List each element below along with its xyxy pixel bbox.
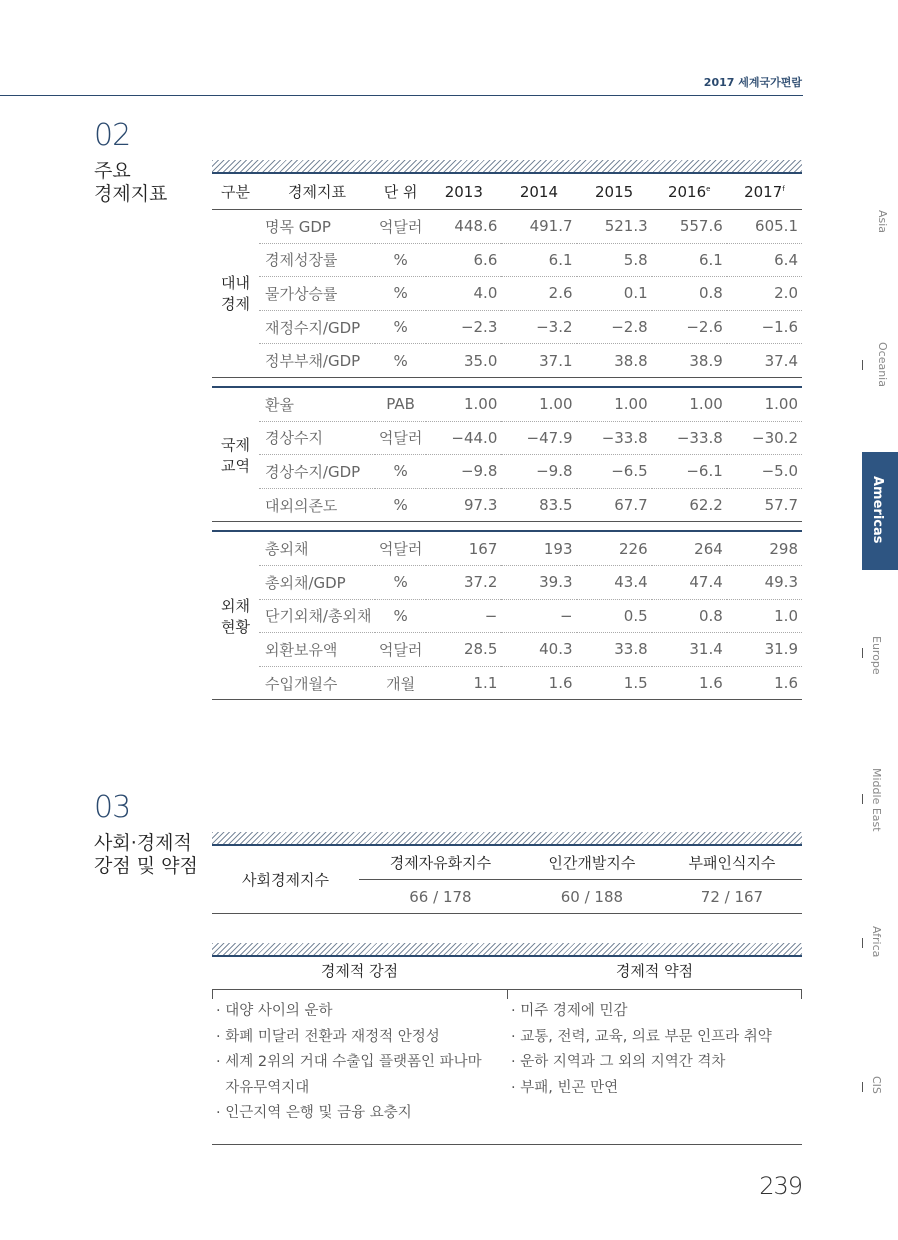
unit-cell: 억달러 [375, 633, 426, 667]
value-cell: 62.2 [652, 488, 727, 522]
table-row [212, 243, 802, 277]
unit-cell: % [375, 277, 426, 311]
col-header-unit: 단 위 [375, 174, 426, 210]
section-title-03 [94, 832, 198, 878]
side-tab-europe[interactable]: Europe [870, 636, 883, 675]
value-cell: 6.6 [426, 243, 501, 277]
value-cell: 557.6 [652, 210, 727, 244]
index-header-row [212, 846, 802, 880]
value-cell: −33.8 [577, 421, 652, 455]
value-cell: −47.9 [501, 421, 576, 455]
col-header-2014: 2014 [501, 174, 576, 210]
group-separator [212, 522, 802, 532]
weakness-item: · 교통, 전력, 교육, 의료 부문 인프라 취약 [511, 1028, 772, 1045]
indicator-cell: 외환보유액 [259, 633, 375, 667]
index-row-header: 사회경제지수 [212, 846, 359, 914]
value-cell: 0.8 [652, 599, 727, 633]
strength-item: · 대양 사이의 운하 [216, 1003, 333, 1019]
value-cell: 37.4 [727, 344, 802, 378]
table-row [212, 421, 802, 455]
table-row [212, 531, 802, 565]
value-cell: 97.3 [426, 488, 501, 522]
value-cell: 57.7 [727, 488, 802, 522]
value-cell: 2.0 [727, 277, 802, 311]
value-cell: −2.3 [426, 310, 501, 344]
value-cell: 6.1 [501, 243, 576, 277]
value-cell: 33.8 [577, 633, 652, 667]
value-cell: 83.5 [501, 488, 576, 522]
col-header-indicator: 경제지표 [259, 174, 375, 210]
value-cell: 49.3 [727, 565, 802, 599]
section-title-02 [94, 160, 167, 206]
value-cell: 2.6 [501, 277, 576, 311]
header-rule [0, 95, 803, 96]
unit-cell: 억달러 [375, 421, 426, 455]
value-cell: 6.1 [652, 243, 727, 277]
side-tab-africa[interactable]: Africa [870, 926, 883, 958]
unit-cell: % [375, 455, 426, 489]
col-header-category: 구분 [212, 174, 259, 210]
group-label-line1: 대내 [220, 274, 250, 293]
indicator-cell: 경상수지 [259, 421, 375, 455]
value-cell: 0.1 [577, 277, 652, 311]
value-cell: 37.2 [426, 565, 501, 599]
value-cell: 1.00 [577, 387, 652, 421]
value-cell: − [501, 599, 576, 633]
unit-cell: 개월 [375, 666, 426, 700]
indicator-cell: 단기외채/총외채 [259, 599, 375, 633]
unit-cell: % [375, 243, 426, 277]
value-cell: 28.5 [426, 633, 501, 667]
sup-estimate: e [706, 184, 711, 193]
side-tick-africa [862, 938, 863, 948]
value-cell: −6.1 [652, 455, 727, 489]
value-cell: −9.8 [426, 455, 501, 489]
group-label [212, 531, 259, 699]
value-cell: −1.6 [727, 310, 802, 344]
group-label [212, 210, 259, 378]
group-label [212, 387, 259, 522]
index-col-corruption: 부패인식지수 [662, 846, 802, 880]
table-row [212, 210, 802, 244]
table-row [212, 455, 802, 489]
indicator-cell: 정부부채/GDP [259, 344, 375, 378]
value-cell: −2.8 [577, 310, 652, 344]
page-number: 239 [759, 1172, 802, 1200]
section-title-02-line1: 주요 [94, 160, 131, 182]
unit-cell: % [375, 565, 426, 599]
indicator-cell: 대외의존도 [259, 488, 375, 522]
value-cell: −44.0 [426, 421, 501, 455]
section-title-03-line2: 강점 및 약점 [94, 855, 198, 877]
weaknesses-list [507, 999, 802, 1101]
weaknesses-header: 경제적 약점 [615, 962, 694, 980]
indicator-cell: 재정수지/GDP [259, 310, 375, 344]
value-cell: 491.7 [501, 210, 576, 244]
value-cell: 193 [501, 531, 576, 565]
group-label-line2: 교역 [220, 456, 250, 475]
side-tick-middle-east [862, 794, 863, 804]
value-cell: 1.00 [652, 387, 727, 421]
section-number-03: 03 [94, 790, 131, 825]
table-row [212, 599, 802, 633]
strength-item: · 세계 2위의 거대 수출입 플랫폼인 파나마 [216, 1054, 482, 1071]
col-header-2013: 2013 [426, 174, 501, 210]
unit-cell: % [375, 488, 426, 522]
value-cell: 37.1 [501, 344, 576, 378]
unit-cell: % [375, 310, 426, 344]
year-2016: 2016 [667, 182, 707, 201]
col-header-2015: 2015 [577, 174, 652, 210]
index-value-economic-freedom: 66 / 178 [359, 880, 522, 914]
value-cell: 448.6 [426, 210, 501, 244]
table-row [212, 344, 802, 378]
side-tick-cis [862, 1082, 863, 1092]
weakness-item: · 부패, 빈곤 만연 [511, 1079, 619, 1096]
economic-indicators-table [212, 174, 802, 700]
value-cell: −33.8 [652, 421, 727, 455]
value-cell: 1.6 [727, 666, 802, 700]
value-cell: 35.0 [426, 344, 501, 378]
index-hatch-bar [212, 832, 802, 846]
group-separator [212, 377, 802, 387]
strength-item: · 화폐 미달러 전환과 재정적 안정성 [216, 1028, 440, 1045]
col-header-2016 [652, 174, 727, 210]
group-label-line2: 경제 [220, 295, 250, 314]
unit-cell: % [375, 344, 426, 378]
group-separator-cell [212, 522, 802, 532]
side-tab-asia[interactable]: Asia [876, 210, 889, 234]
indicator-cell: 물가상승률 [259, 277, 375, 311]
value-cell: 167 [426, 531, 501, 565]
unit-cell: % [375, 599, 426, 633]
value-cell: 226 [577, 531, 652, 565]
group-label-line1: 국제 [220, 435, 250, 454]
strengths-header: 경제적 강점 [320, 962, 399, 980]
unit-cell: 억달러 [375, 531, 426, 565]
side-tab-middle-east[interactable]: Middle East [870, 768, 883, 832]
unit-cell: 억달러 [375, 210, 426, 244]
weakness-item: · 운하 지역과 그 외의 지역간 격차 [511, 1054, 726, 1071]
indicator-cell: 총외채 [259, 531, 375, 565]
value-cell: −3.2 [501, 310, 576, 344]
value-cell: − [426, 599, 501, 633]
value-cell: −9.8 [501, 455, 576, 489]
value-cell: 38.9 [652, 344, 727, 378]
indicator-cell: 수입개월수 [259, 666, 375, 700]
side-tick-oceania [862, 360, 863, 370]
section-title-02-line2: 경제지표 [94, 183, 168, 205]
strength-item: 자유무역지대 [216, 1079, 310, 1096]
value-cell: 1.5 [577, 666, 652, 700]
year-2017: 2017 [744, 182, 783, 201]
value-cell: 43.4 [577, 565, 652, 599]
unit-cell: PAB [375, 387, 426, 421]
sw-tick-mid [507, 989, 508, 999]
table-row [212, 310, 802, 344]
index-col-human-development: 인간개발지수 [522, 846, 662, 880]
table-row [212, 277, 802, 311]
group-label-line2: 현황 [220, 617, 250, 636]
value-cell: −6.5 [577, 455, 652, 489]
index-value-human-development: 60 / 188 [522, 880, 662, 914]
value-cell: 605.1 [727, 210, 802, 244]
value-cell: 0.5 [577, 599, 652, 633]
section-number-02: 02 [94, 118, 131, 153]
indicator-cell: 경상수지/GDP [259, 455, 375, 489]
weakness-item: · 미주 경제에 민감 [511, 1003, 628, 1019]
group-separator-cell [212, 377, 802, 387]
sw-tick-right [801, 989, 802, 999]
strength-item: · 인근지역 은행 및 금융 요충지 [216, 1105, 412, 1122]
sw-bottom-rule [212, 1144, 802, 1145]
value-cell: 1.00 [426, 387, 501, 421]
value-cell: 38.8 [577, 344, 652, 378]
value-cell: 31.4 [652, 633, 727, 667]
value-cell: 1.6 [652, 666, 727, 700]
value-cell: 521.3 [577, 210, 652, 244]
table-row [212, 633, 802, 667]
value-cell: 1.0 [727, 599, 802, 633]
index-col-economic-freedom: 경제자유화지수 [359, 846, 522, 880]
value-cell: 31.9 [727, 633, 802, 667]
side-tab-cis[interactable]: CIS [870, 1076, 883, 1094]
strengths-list [212, 999, 504, 1127]
value-cell: 1.00 [501, 387, 576, 421]
value-cell: 40.3 [501, 633, 576, 667]
index-value-corruption: 72 / 167 [662, 880, 802, 914]
running-header: 2017 세계국가편람 [703, 76, 802, 89]
value-cell: 1.1 [426, 666, 501, 700]
value-cell: −2.6 [652, 310, 727, 344]
table-header-row [212, 174, 802, 210]
side-tab-americas-active[interactable] [862, 452, 898, 570]
indicator-cell: 명목 GDP [259, 210, 375, 244]
col-header-2017 [727, 174, 802, 210]
value-cell: 6.4 [727, 243, 802, 277]
indicator-cell: 환율 [259, 387, 375, 421]
value-cell: 298 [727, 531, 802, 565]
value-cell: 67.7 [577, 488, 652, 522]
side-tick-europe [862, 648, 863, 658]
value-cell: 4.0 [426, 277, 501, 311]
group-label-line1: 외채 [220, 596, 250, 615]
value-cell: −30.2 [727, 421, 802, 455]
sw-tick-left [212, 989, 213, 999]
section-title-03-line1: 사회·경제적 [94, 832, 192, 854]
table-hatch-bar [212, 160, 802, 174]
value-cell: −5.0 [727, 455, 802, 489]
table-row [212, 666, 802, 700]
side-tab-americas-label: Americas [870, 476, 885, 544]
value-cell: 1.6 [501, 666, 576, 700]
value-cell: 264 [652, 531, 727, 565]
table-row [212, 488, 802, 522]
value-cell: 39.3 [501, 565, 576, 599]
value-cell: 0.8 [652, 277, 727, 311]
sup-forecast: f [782, 184, 785, 193]
value-cell: 47.4 [652, 565, 727, 599]
table-row [212, 565, 802, 599]
indicator-cell: 총외채/GDP [259, 565, 375, 599]
table-row [212, 387, 802, 421]
side-tab-oceania[interactable]: Oceania [876, 342, 889, 387]
indicator-cell: 경제성장률 [259, 243, 375, 277]
value-cell: 1.00 [727, 387, 802, 421]
value-cell: 5.8 [577, 243, 652, 277]
socioeconomic-index-table [212, 846, 802, 914]
